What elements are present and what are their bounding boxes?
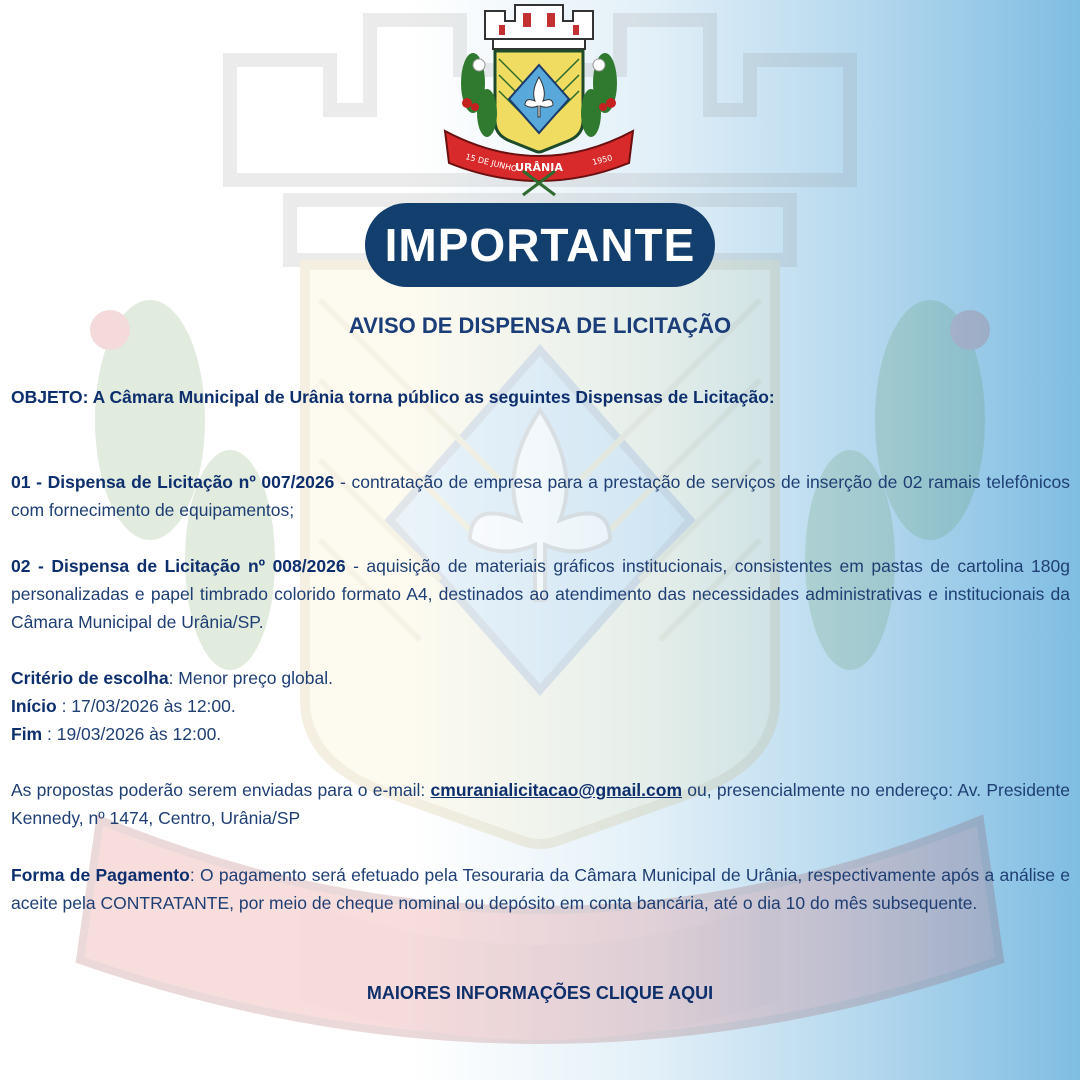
criteria-label: Critério de escolha bbox=[11, 668, 169, 688]
criteria-value: : Menor preço global. bbox=[168, 668, 333, 688]
end-value: : 19/03/2026 às 12:00. bbox=[42, 724, 222, 744]
objeto-statement: OBJETO: A Câmara Municipal de Urânia torna público as seguintes Dispensas de Licitação: bbox=[11, 387, 775, 407]
crest-ribbon-center: URÂNIA bbox=[515, 161, 563, 174]
crest-ribbon-right: 1950 bbox=[591, 153, 614, 167]
page-title: AVISO DE DISPENSA DE LICITAÇÃO bbox=[348, 313, 732, 338]
municipal-coat-of-arms-icon bbox=[443, 3, 635, 197]
end-row bbox=[11, 720, 1070, 748]
start-row bbox=[11, 692, 1070, 720]
item-text: - aquisição de materiais gráficos institucionais, consistentes em pastas de cartolina 180g personalizadas e papel timbrado colorido formato A4, destinados ao atendimento das necessidades administrativas e institucionais da Câmara Municipal de Urânia/SP. bbox=[11, 556, 1070, 632]
criteria-block bbox=[11, 664, 1070, 748]
proposals-paragraph bbox=[11, 776, 1070, 832]
payment-text: : O pagamento será efetuado pela Tesouraria da Câmara Municipal de Urânia, respectivamente após a análise e aceite pela CONTRATANTE, por meio de cheque nominal ou depósito em conta bancária, até o dia 10 do mês subsequente. bbox=[11, 865, 1070, 913]
payment-paragraph bbox=[11, 861, 1070, 917]
item-text: - contratação de empresa para a prestação de serviços de inserção de 02 ramais telefônicos com fornecimento de equipamentos; bbox=[11, 472, 1070, 520]
badge-label: IMPORTANTE bbox=[384, 219, 696, 271]
start-label: Início bbox=[11, 696, 57, 716]
payment-label: Forma de Pagamento bbox=[11, 865, 190, 885]
item-dispensa-008 bbox=[11, 552, 1070, 636]
email-link[interactable]: cmuranialicitacao@gmail.com bbox=[430, 780, 683, 800]
item-label: 02 - Dispensa de Licitação nº 008/2026 bbox=[11, 556, 346, 576]
end-label: Fim bbox=[11, 724, 43, 744]
start-value: : 17/03/2026 às 12:00. bbox=[56, 696, 236, 716]
importante-badge bbox=[365, 203, 715, 287]
proposals-text: As propostas poderão serem enviadas para o e-mail: bbox=[11, 780, 431, 800]
more-info-link[interactable]: MAIORES INFORMAÇÕES CLIQUE AQUI bbox=[366, 983, 714, 1003]
crest-ribbon-left: 15 DE JUNHO bbox=[464, 152, 519, 174]
criteria-row bbox=[11, 664, 1070, 692]
proposals-address: ou, presencialmente no endereço: Av. Presidente Kennedy, nº 1474, Centro, Urânia/SP bbox=[11, 780, 1070, 828]
item-label: 01 - Dispensa de Licitação nº 007/2026 bbox=[11, 472, 335, 492]
item-dispensa-007 bbox=[11, 468, 1070, 524]
